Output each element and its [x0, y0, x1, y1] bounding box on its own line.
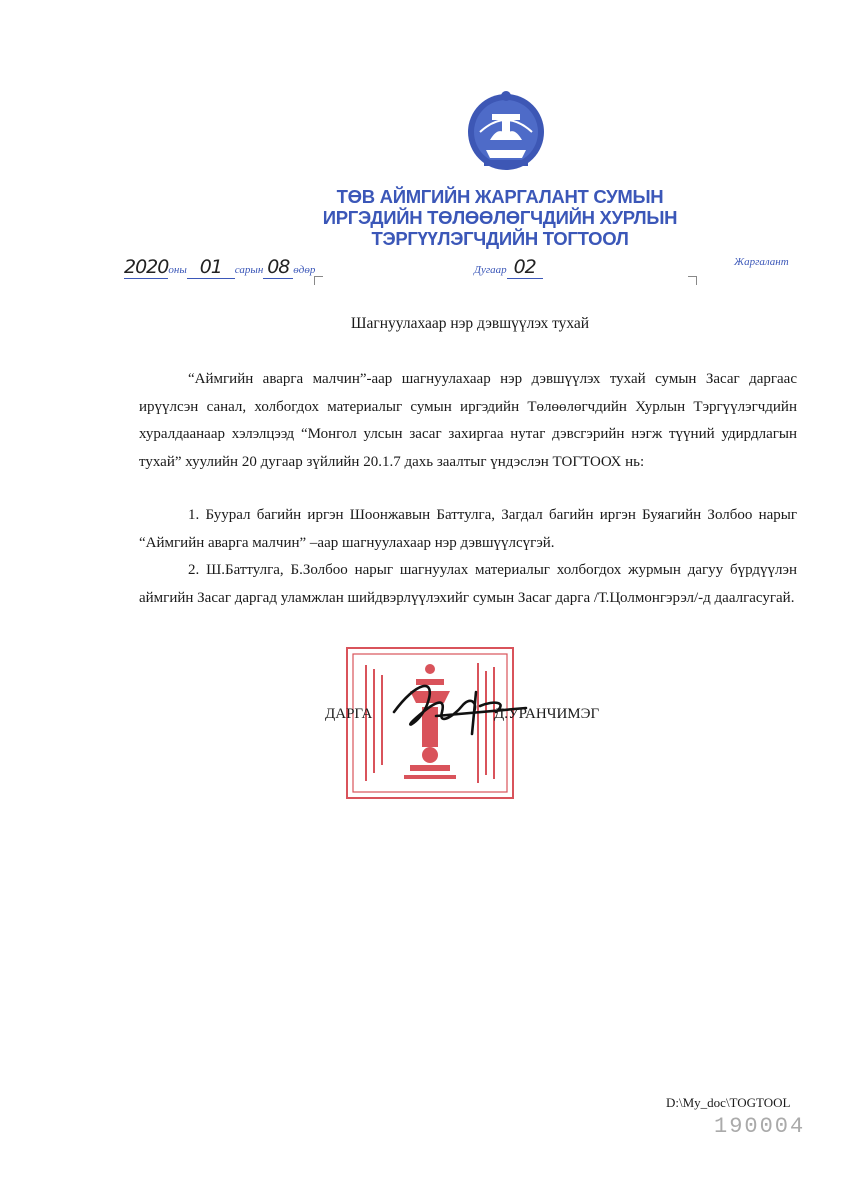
date-year-suffix: оны [168, 264, 187, 276]
header-line-3: ТЭРГҮҮЛЭГЧДИЙН ТОГТООЛ [371, 228, 629, 249]
number-label: Дугаар [474, 264, 507, 276]
body-paragraph-1: “Аймгийн аварга малчин”-аар шагнуулахаар нэр дэвшүүлэх тухай сумын Засаг даргаас ирүүлсэн санал, холбогдох материалыг сумын иргэдийн Төлөөлөгчдийн Хурлын Тэргүүлэгчдийн хуралдаанаар хэлэлцээд “Монгол улсын засаг захиргаа нутаг дэвсгэрийн нэгж түүний удирдлагын тухай” хуулийн 20 дугаар зүйлийн 20.1.7 дахь заалтыг үндэслэн ТОГТООХ нь: [139, 371, 797, 470]
date-day-suffix: өдөр [293, 264, 316, 276]
date-field [124, 256, 315, 279]
header-line-2: ИРГЭДИЙН ТӨЛӨӨЛӨГЧДИЙН ХУРЛЫН [322, 207, 678, 228]
number-field [474, 256, 543, 279]
file-path: D:\My_doc\TOGTOOL [666, 1095, 791, 1110]
body-paragraph-3: 2. Ш.Баттулга, Б.Золбоо нарыг шагнуулах материалыг холбогдох журмын дагуу бүрдүүлэн аймгийн Засаг даргад уламжлан шийдвэрлүүлэхийг сумын Засаг дарга /Т.Цолмонгэрэл/-д даалгасугай. [139, 562, 797, 606]
place-name: Жаргалант [734, 256, 789, 268]
document-subject: Шагнуулахаар нэр дэвшүүлэх тухай [350, 315, 590, 332]
signatory-title: ДАРГА [325, 706, 373, 722]
date-month: 01 [199, 256, 222, 278]
body-paragraph-2: 1. Буурал багийн иргэн Шоонжавын Баттулга, Загдал багийн иргэн Буяагийн Золбоо нарыг “Аймгийн аварга малчин” –аар шагнуулахаар нэр дэвшүүлсүгэй. [139, 507, 797, 551]
state-emblem [466, 88, 546, 184]
date-year: 2020 [124, 256, 169, 278]
serial-number: 190004 [714, 1114, 806, 1139]
corner-mark-left [314, 276, 323, 285]
signatory-name: Д.УРАНЧИМЭГ [494, 706, 600, 722]
date-day: 08 [267, 256, 290, 278]
document-number: 02 [513, 256, 536, 278]
header-line-1: ТӨВ АЙМГИЙН ЖАРГАЛАНТ СУМЫН [336, 186, 664, 207]
date-month-suffix: сарын [234, 264, 264, 276]
corner-mark-right [688, 276, 697, 285]
